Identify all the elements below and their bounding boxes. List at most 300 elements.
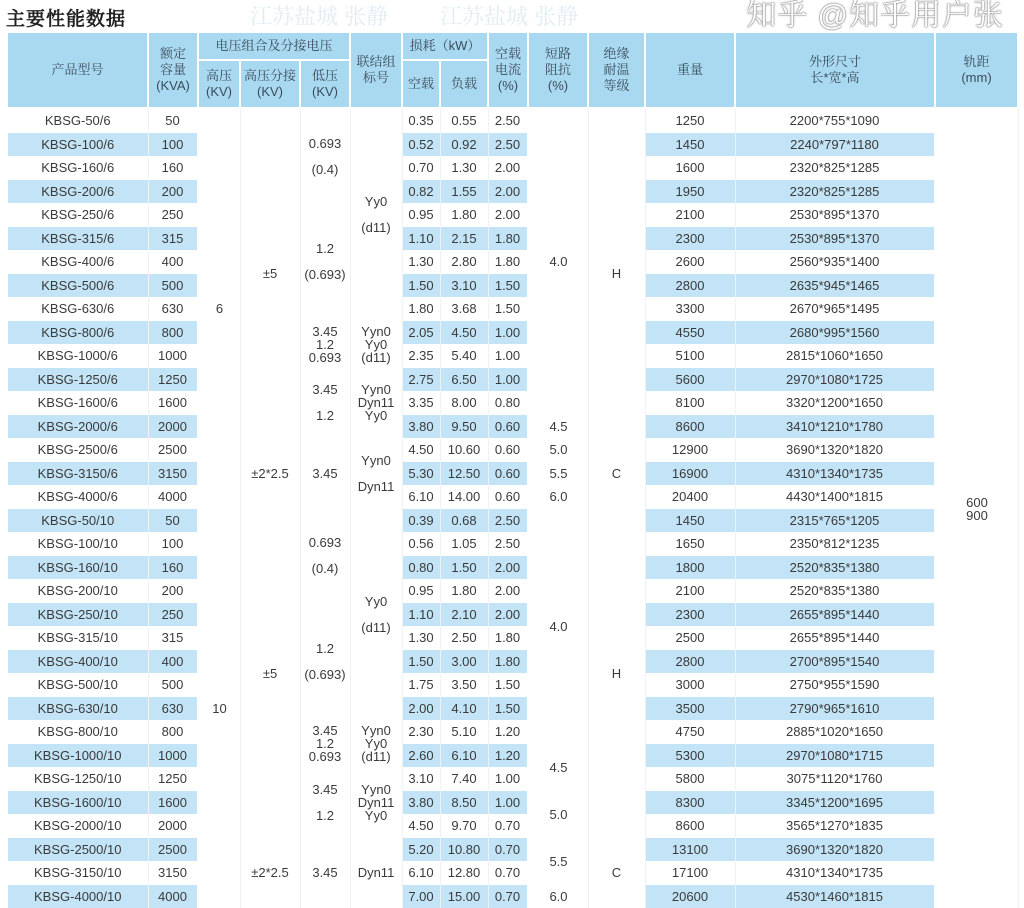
header-weight: 重量: [645, 33, 735, 108]
cell-weight: 12900: [645, 438, 735, 462]
cell-model: KBSG-2000/6: [8, 415, 148, 439]
cell-load: 2.10: [440, 603, 488, 627]
table-row: [8, 579, 1018, 603]
cell-model: KBSG-2500/6: [8, 438, 148, 462]
cell-noload: 0.70: [402, 156, 440, 180]
cell-noload: 1.50: [402, 274, 440, 298]
header-impedance: 短路 阻抗 (%): [528, 33, 588, 108]
cell-noload: 0.35: [402, 108, 440, 133]
cell-current: 0.60: [488, 438, 528, 462]
cell-load: 2.50: [440, 626, 488, 650]
cell-lv: 3.45 1.2: [300, 767, 350, 838]
cell-capacity: 100: [148, 532, 198, 556]
cell-model: KBSG-1250/10: [8, 767, 148, 791]
cell-current: 1.00: [488, 344, 528, 368]
header-dimensions: 外形尺寸 长*宽*高: [735, 33, 935, 108]
table-row: [8, 321, 1018, 345]
cell-load: 6.10: [440, 744, 488, 768]
cell-dims: 2970*1080*1725: [735, 368, 935, 392]
cell-noload: 0.80: [402, 556, 440, 580]
cell-dims: 3345*1200*1695: [735, 791, 935, 815]
cell-load: 8.00: [440, 391, 488, 415]
cell-noload: 4.50: [402, 438, 440, 462]
cell-lv: 3.45 1.2 0.693: [300, 321, 350, 368]
cell-load: 9.50: [440, 415, 488, 439]
table-row: [8, 885, 1018, 908]
cell-load: 14.00: [440, 485, 488, 509]
cell-weight: 8100: [645, 391, 735, 415]
cell-capacity: 200: [148, 579, 198, 603]
cell-dims: 3690*1320*1820: [735, 838, 935, 862]
cell-dims: 2670*965*1495: [735, 297, 935, 321]
cell-lv: 0.693 (0.4): [300, 509, 350, 603]
cell-weight: 2100: [645, 203, 735, 227]
cell-load: 1.80: [440, 579, 488, 603]
cell-dims: 3565*1270*1835: [735, 814, 935, 838]
cell-noload: 1.30: [402, 250, 440, 274]
cell-capacity: 800: [148, 321, 198, 345]
cell-noload: 3.80: [402, 791, 440, 815]
cell-dims: 3320*1200*1650: [735, 391, 935, 415]
cell-load: 4.10: [440, 697, 488, 721]
cell-weight: 16900: [645, 462, 735, 486]
table-row: [8, 626, 1018, 650]
table-row: [8, 744, 1018, 768]
header-hv: 高压 (KV): [198, 60, 240, 108]
cell-insulation: C: [588, 838, 645, 908]
header-model: 产品型号: [8, 33, 148, 108]
cell-noload: 1.80: [402, 297, 440, 321]
header-voltage-group: 电压组合及分接电压: [198, 33, 350, 60]
cell-weight: 2600: [645, 250, 735, 274]
header-loss-group: 损耗（kW）: [402, 33, 488, 60]
table-row: [8, 532, 1018, 556]
cell-current: 1.80: [488, 626, 528, 650]
cell-capacity: 160: [148, 556, 198, 580]
cell-weight: 17100: [645, 861, 735, 885]
cell-model: KBSG-800/6: [8, 321, 148, 345]
cell-load: 2.15: [440, 227, 488, 251]
cell-capacity: 160: [148, 156, 198, 180]
cell-model: KBSG-4000/6: [8, 485, 148, 509]
cell-load: 8.50: [440, 791, 488, 815]
cell-dims: 3075*1120*1760: [735, 767, 935, 791]
cell-model: KBSG-3150/10: [8, 861, 148, 885]
cell-current: 1.50: [488, 697, 528, 721]
table-row: [8, 344, 1018, 368]
cell-capacity: 1250: [148, 767, 198, 791]
cell-capacity: 500: [148, 673, 198, 697]
cell-dims: 2530*895*1370: [735, 203, 935, 227]
header-noload-current: 空载 电流 (%): [488, 33, 528, 108]
cell-lv: 0.693 (0.4): [300, 108, 350, 203]
cell-noload: 2.30: [402, 720, 440, 744]
cell-weight: 2300: [645, 603, 735, 627]
table-row: [8, 227, 1018, 251]
table-row: [8, 767, 1018, 791]
cell-capacity: 1000: [148, 744, 198, 768]
cell-capacity: 4000: [148, 485, 198, 509]
cell-model: KBSG-315/6: [8, 227, 148, 251]
cell-model: KBSG-3150/6: [8, 462, 148, 486]
cell-noload: 0.39: [402, 509, 440, 533]
cell-dims: 2520*835*1380: [735, 579, 935, 603]
cell-lv: 3.45: [300, 438, 350, 509]
cell-connection: Yyn0 Dyn11: [350, 438, 402, 509]
cell-tap: ±2*2.5: [240, 438, 300, 509]
table-row: [8, 415, 1018, 439]
cell-current: 0.60: [488, 415, 528, 439]
cell-capacity: 250: [148, 203, 198, 227]
cell-dims: 2790*965*1610: [735, 697, 935, 721]
cell-capacity: 315: [148, 626, 198, 650]
cell-noload: 0.95: [402, 203, 440, 227]
cell-current: 0.70: [488, 814, 528, 838]
cell-dims: 2530*895*1370: [735, 227, 935, 251]
cell-load: 9.70: [440, 814, 488, 838]
cell-capacity: 4000: [148, 885, 198, 908]
cell-load: 15.00: [440, 885, 488, 908]
cell-load: 2.80: [440, 250, 488, 274]
cell-tap: ±5: [240, 509, 300, 838]
cell-connection: Yyn0 Dyn11 Yy0: [350, 767, 402, 838]
cell-dims: 2315*765*1205: [735, 509, 935, 533]
cell-capacity: 100: [148, 133, 198, 157]
table-row: [8, 650, 1018, 674]
cell-dims: 2320*825*1285: [735, 156, 935, 180]
header-capacity: 额定 容量 (KVA): [148, 33, 198, 108]
cell-dims: 2885*1020*1650: [735, 720, 935, 744]
cell-dims: 2700*895*1540: [735, 650, 935, 674]
cell-model: KBSG-500/10: [8, 673, 148, 697]
cell-dims: 4430*1400*1815: [735, 485, 935, 509]
cell-capacity: 3150: [148, 462, 198, 486]
cell-insulation: H: [588, 108, 645, 438]
cell-weight: 8600: [645, 415, 735, 439]
cell-connection: Dyn11: [350, 838, 402, 908]
cell-current: 2.50: [488, 108, 528, 133]
cell-current: 2.00: [488, 556, 528, 580]
cell-capacity: 315: [148, 227, 198, 251]
cell-weight: 5600: [645, 368, 735, 392]
cell-noload: 3.10: [402, 767, 440, 791]
cell-capacity: 50: [148, 108, 198, 133]
cell-noload: 5.20: [402, 838, 440, 862]
cell-load: 1.50: [440, 556, 488, 580]
cell-weight: 3000: [645, 673, 735, 697]
cell-current: 1.00: [488, 767, 528, 791]
cell-model: KBSG-1000/6: [8, 344, 148, 368]
table-row: [8, 509, 1018, 533]
cell-capacity: 630: [148, 297, 198, 321]
cell-model: KBSG-2500/10: [8, 838, 148, 862]
cell-impedance: 5.0: [528, 791, 588, 838]
cell-noload: 0.95: [402, 579, 440, 603]
cell-model: KBSG-50/10: [8, 509, 148, 533]
cell-current: 1.50: [488, 297, 528, 321]
cell-model: KBSG-400/6: [8, 250, 148, 274]
header-track: 轨距 (mm): [935, 33, 1018, 108]
cell-capacity: 630: [148, 697, 198, 721]
table-row: [8, 156, 1018, 180]
cell-load: 10.60: [440, 438, 488, 462]
cell-weight: 2500: [645, 626, 735, 650]
cell-current: 2.00: [488, 579, 528, 603]
cell-model: KBSG-800/10: [8, 720, 148, 744]
cell-noload: 0.56: [402, 532, 440, 556]
cell-impedance: 5.5: [528, 838, 588, 885]
cell-weight: 20600: [645, 885, 735, 908]
cell-impedance: 4.0: [528, 509, 588, 744]
cell-noload: 0.52: [402, 133, 440, 157]
header-insulation: 绝缘 耐温 等级: [588, 33, 645, 108]
cell-model: KBSG-200/10: [8, 579, 148, 603]
cell-load: 12.80: [440, 861, 488, 885]
table-row: [8, 108, 1018, 133]
cell-load: 1.05: [440, 532, 488, 556]
cell-load: 5.40: [440, 344, 488, 368]
cell-noload: 2.60: [402, 744, 440, 768]
cell-capacity: 2000: [148, 415, 198, 439]
cell-lv: 3.45 1.2 0.693: [300, 720, 350, 767]
cell-weight: 5800: [645, 767, 735, 791]
cell-dims: 2970*1080*1715: [735, 744, 935, 768]
table-row: [8, 603, 1018, 627]
table-row: [8, 297, 1018, 321]
cell-model: KBSG-315/10: [8, 626, 148, 650]
cell-insulation: H: [588, 509, 645, 838]
table-row: [8, 180, 1018, 204]
cell-dims: 2750*955*1590: [735, 673, 935, 697]
cell-capacity: 800: [148, 720, 198, 744]
cell-model: KBSG-250/10: [8, 603, 148, 627]
cell-noload: 1.75: [402, 673, 440, 697]
cell-weight: 1450: [645, 509, 735, 533]
cell-current: 1.00: [488, 368, 528, 392]
header-connection: 联结组 标号: [350, 33, 402, 108]
cell-load: 12.50: [440, 462, 488, 486]
cell-current: 1.50: [488, 274, 528, 298]
cell-impedance: 4.5: [528, 415, 588, 439]
cell-model: KBSG-630/10: [8, 697, 148, 721]
cell-lv: 1.2 (0.693): [300, 203, 350, 321]
table-row: [8, 673, 1018, 697]
cell-capacity: 500: [148, 274, 198, 298]
cell-dims: 3690*1320*1820: [735, 438, 935, 462]
cell-model: KBSG-630/6: [8, 297, 148, 321]
cell-current: 1.00: [488, 791, 528, 815]
cell-current: 0.60: [488, 462, 528, 486]
cell-capacity: 1250: [148, 368, 198, 392]
cell-model: KBSG-100/6: [8, 133, 148, 157]
cell-weight: 1650: [645, 532, 735, 556]
cell-current: 2.00: [488, 180, 528, 204]
cell-noload: 2.05: [402, 321, 440, 345]
cell-load: 10.80: [440, 838, 488, 862]
cell-model: KBSG-1600/6: [8, 391, 148, 415]
cell-tap: ±2*2.5: [240, 838, 300, 908]
cell-lv: 3.45: [300, 838, 350, 908]
cell-current: 1.20: [488, 744, 528, 768]
cell-hv: 10: [198, 509, 240, 908]
cell-noload: 0.82: [402, 180, 440, 204]
header-tap: 高压分接 (KV): [240, 60, 300, 108]
cell-dims: 4310*1340*1735: [735, 861, 935, 885]
cell-load: 3.50: [440, 673, 488, 697]
cell-dims: 2560*935*1400: [735, 250, 935, 274]
cell-model: KBSG-4000/10: [8, 885, 148, 908]
cell-capacity: 250: [148, 603, 198, 627]
header-noload-loss: 空载: [402, 60, 440, 108]
cell-dims: 2200*755*1090: [735, 108, 935, 133]
table-row: [8, 791, 1018, 815]
cell-connection: Yyn0 Yy0 (d11): [350, 321, 402, 368]
cell-load: 0.68: [440, 509, 488, 533]
cell-weight: 2300: [645, 227, 735, 251]
performance-data-table: [8, 33, 1019, 908]
cell-tap: ±5: [240, 108, 300, 438]
cell-hv: 6: [198, 108, 240, 509]
cell-current: 1.50: [488, 673, 528, 697]
cell-track: 600 900: [935, 108, 1018, 908]
cell-dims: 2815*1060*1650: [735, 344, 935, 368]
cell-model: KBSG-50/6: [8, 108, 148, 133]
cell-connection: Yy0 (d11): [350, 509, 402, 721]
background-watermark: 江苏盐城 张静: [440, 5, 578, 29]
cell-weight: 1450: [645, 133, 735, 157]
page-title: 主要性能数据: [6, 4, 126, 31]
cell-weight: 3300: [645, 297, 735, 321]
cell-model: KBSG-1250/6: [8, 368, 148, 392]
cell-impedance: 5.0: [528, 438, 588, 462]
cell-noload: 1.10: [402, 227, 440, 251]
watermark: 知乎 @知乎用户张: [746, 1, 1004, 31]
cell-dims: 2240*797*1180: [735, 133, 935, 157]
cell-dims: 2520*835*1380: [735, 556, 935, 580]
cell-load: 4.50: [440, 321, 488, 345]
cell-load: 1.80: [440, 203, 488, 227]
cell-current: 0.60: [488, 485, 528, 509]
cell-weight: 1600: [645, 156, 735, 180]
cell-dims: 3410*1210*1780: [735, 415, 935, 439]
cell-weight: 2800: [645, 274, 735, 298]
cell-weight: 8300: [645, 791, 735, 815]
cell-current: 0.70: [488, 861, 528, 885]
cell-model: KBSG-160/6: [8, 156, 148, 180]
cell-noload: 1.10: [402, 603, 440, 627]
cell-current: 2.50: [488, 133, 528, 157]
cell-capacity: 50: [148, 509, 198, 533]
cell-load: 5.10: [440, 720, 488, 744]
cell-dims: 4310*1340*1735: [735, 462, 935, 486]
table-row: [8, 861, 1018, 885]
cell-model: KBSG-160/10: [8, 556, 148, 580]
cell-weight: 3500: [645, 697, 735, 721]
table-row: [8, 556, 1018, 580]
cell-load: 7.40: [440, 767, 488, 791]
cell-capacity: 400: [148, 650, 198, 674]
cell-dims: 2655*895*1440: [735, 626, 935, 650]
cell-current: 2.50: [488, 532, 528, 556]
cell-capacity: 2500: [148, 838, 198, 862]
cell-impedance: 6.0: [528, 885, 588, 908]
cell-current: 1.00: [488, 321, 528, 345]
cell-weight: 4550: [645, 321, 735, 345]
cell-model: KBSG-2000/10: [8, 814, 148, 838]
cell-model: KBSG-1000/10: [8, 744, 148, 768]
cell-noload: 1.30: [402, 626, 440, 650]
cell-noload: 4.50: [402, 814, 440, 838]
cell-noload: 6.10: [402, 861, 440, 885]
cell-weight: 20400: [645, 485, 735, 509]
cell-model: KBSG-200/6: [8, 180, 148, 204]
cell-noload: 7.00: [402, 885, 440, 908]
cell-impedance: 6.0: [528, 485, 588, 509]
cell-capacity: 1000: [148, 344, 198, 368]
cell-load: 3.68: [440, 297, 488, 321]
table-row: [8, 203, 1018, 227]
cell-load: 0.92: [440, 133, 488, 157]
background-watermark: 江苏盐城 张静: [250, 5, 388, 29]
cell-noload: 2.75: [402, 368, 440, 392]
cell-current: 0.70: [488, 838, 528, 862]
cell-lv: 1.2 (0.693): [300, 603, 350, 721]
table-row: [8, 133, 1018, 157]
cell-current: 1.80: [488, 227, 528, 251]
table-row: [8, 462, 1018, 486]
cell-load: 3.00: [440, 650, 488, 674]
cell-weight: 2800: [645, 650, 735, 674]
cell-load: 3.10: [440, 274, 488, 298]
cell-current: 2.00: [488, 603, 528, 627]
cell-current: 2.00: [488, 203, 528, 227]
cell-weight: 1250: [645, 108, 735, 133]
cell-impedance: 5.5: [528, 462, 588, 486]
cell-weight: 5300: [645, 744, 735, 768]
cell-load: 1.55: [440, 180, 488, 204]
cell-model: KBSG-250/6: [8, 203, 148, 227]
cell-weight: 1950: [645, 180, 735, 204]
cell-connection: Yyn0 Yy0 (d11): [350, 720, 402, 767]
cell-weight: 4750: [645, 720, 735, 744]
cell-capacity: 1600: [148, 391, 198, 415]
cell-capacity: 2000: [148, 814, 198, 838]
cell-model: KBSG-100/10: [8, 532, 148, 556]
cell-model: KBSG-500/6: [8, 274, 148, 298]
cell-capacity: 200: [148, 180, 198, 204]
cell-current: 1.80: [488, 250, 528, 274]
cell-capacity: 400: [148, 250, 198, 274]
cell-dims: 2350*812*1235: [735, 532, 935, 556]
cell-capacity: 3150: [148, 861, 198, 885]
table-row: [8, 814, 1018, 838]
cell-current: 2.00: [488, 156, 528, 180]
table-row: [8, 485, 1018, 509]
cell-noload: 6.10: [402, 485, 440, 509]
cell-weight: 5100: [645, 344, 735, 368]
table-row: [8, 250, 1018, 274]
cell-current: 0.80: [488, 391, 528, 415]
table-row: [8, 368, 1018, 392]
table-body: [8, 108, 1018, 908]
cell-weight: 13100: [645, 838, 735, 862]
cell-lv: 3.45 1.2: [300, 368, 350, 439]
table-row: [8, 274, 1018, 298]
cell-current: 1.20: [488, 720, 528, 744]
cell-noload: 3.80: [402, 415, 440, 439]
table-row: [8, 720, 1018, 744]
table-row: [8, 838, 1018, 862]
